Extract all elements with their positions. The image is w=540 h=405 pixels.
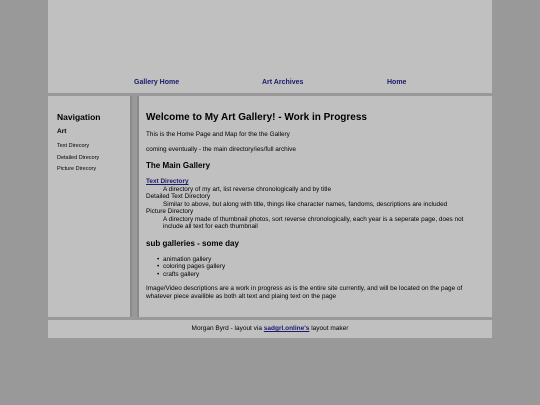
text-directory-link[interactable]: Text Directory	[146, 178, 189, 185]
list-item: • animation gallery	[163, 256, 211, 263]
sidebar-title: Navigation	[57, 112, 101, 122]
top-navigation	[48, 79, 492, 91]
sidebar-item-text-direcory[interactable]: Text Direcory	[57, 143, 90, 149]
text-directory-description: A directory of my art, list reverse chronologically and by title	[163, 186, 332, 193]
footer-credit-prefix: Morgan Byrd - layout via	[191, 325, 264, 332]
sub-galleries-heading: sub galleries - some day	[146, 239, 239, 248]
sidebar-item-detailed-direcory[interactable]: Detailed Direcory	[57, 155, 100, 161]
main-content	[137, 96, 492, 317]
main-gallery-heading: The Main Gallery	[146, 161, 211, 170]
footer	[48, 320, 492, 338]
list-item: • crafts gallery	[163, 271, 199, 278]
nav-link-home[interactable]: Home	[387, 79, 407, 86]
footer-credit-suffix: layout maker	[309, 325, 349, 332]
sidebar-heading-art: Art	[57, 128, 67, 135]
intro-text: This is the Home Page and Map for the the Gallery	[146, 131, 290, 138]
detailed-directory-title: Detailed Text Directory	[146, 193, 211, 200]
coming-soon-text: coming eventually - the main directory/ies/full archive	[146, 146, 296, 153]
list-item: • coloring pages gallery	[163, 263, 225, 270]
note-text-line-2: whatever piece availible as both alt text and plaing text on the page	[146, 293, 337, 300]
sidebar-item-picture-direcory[interactable]: Picture Direcory	[57, 166, 97, 172]
picture-directory-description-line-2: include all text for each thumbnail	[163, 223, 258, 230]
detailed-directory-description: Similar to above, but along with title, things like character names, fandoms, descriptions are included	[163, 201, 448, 208]
header-banner	[48, 0, 492, 93]
nav-link-art-archives[interactable]: Art Archives	[262, 79, 304, 86]
picture-directory-title: Picture Directory	[146, 208, 194, 215]
note-text-line-1: Image/Video descriptions are a work in progress as is the entire site currently, and will be located on the page of	[146, 285, 463, 292]
footer-sadgrl-link[interactable]: sadgrl.online's	[263, 325, 310, 332]
page-title: Welcome to My Art Gallery! - Work in Progress	[146, 112, 367, 123]
picture-directory-description-line-1: A directory made of thumbnail photos, sort reverse chronologically, each year is a seperate page, does not	[163, 216, 464, 223]
sidebar	[48, 96, 132, 317]
nav-link-gallery-home[interactable]: Gallery Home	[134, 79, 180, 86]
